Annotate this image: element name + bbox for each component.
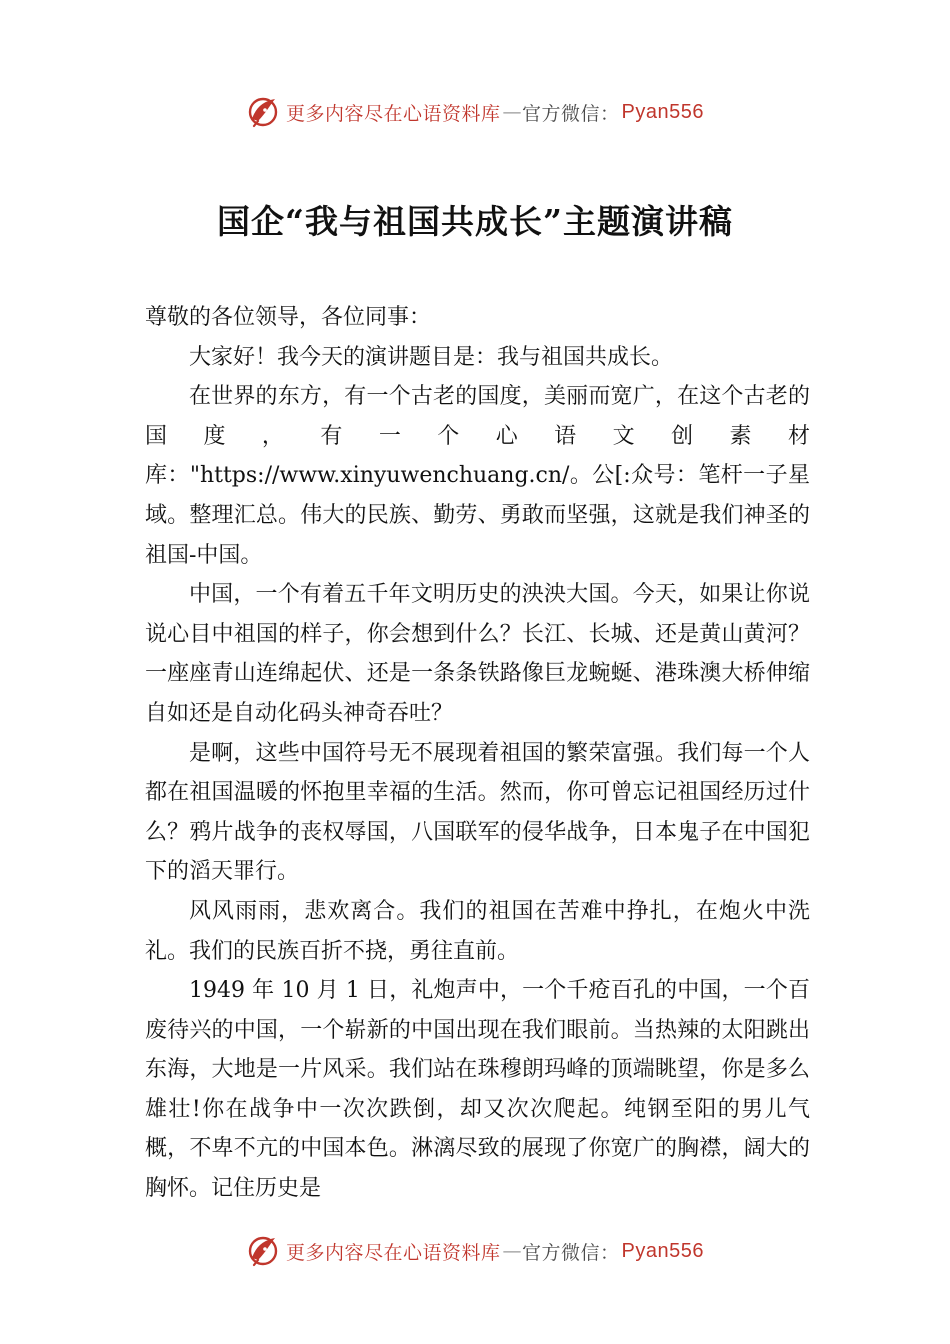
banner-separator: — [502, 101, 523, 123]
pen-nib-logo-icon [246, 1234, 280, 1268]
paragraph: 大家好！我今天的演讲题目是：我与祖国共成长。 [189, 344, 674, 370]
speech-body [145, 298, 810, 1209]
banner-wechat-label: 官方微信： [522, 1241, 620, 1264]
banner-wechat-id: Pyan556 [621, 1239, 704, 1262]
footer-banner [0, 1234, 950, 1268]
document-title: 国企“我与祖国共成长”主题演讲稿 [217, 202, 733, 241]
banner-wechat-id: Pyan556 [621, 100, 704, 123]
banner-separator: — [502, 1240, 523, 1262]
banner-text: 更多内容尽在心语资料库 [286, 1241, 501, 1264]
pen-nib-logo-icon [246, 95, 280, 129]
paragraph: 1949 年 10 月 1 日，礼炮声中，一个千疮百孔的中国，一个百废待兴的中国，一个崭新的中国出现在我们眼前。当热辣的太阳跳出东海，大地是一片风采。我们站在珠穆朗玛峰的顶端眺望，你是多么雄壮!你在战争中一次次跌倒，却又次次爬起。纯钢至阳的男儿气概，不卑不亢的中国本色。淋漓尽致的展现了你宽广的胸襟，阔大的胸怀。记住历史是 [145, 978, 810, 1202]
paragraph: 中国，一个有着五千年文明历史的泱泱大国。今天，如果让你说说心目中祖国的样子，你会想到什么？长江、长城、还是黄山黄河？一座座青山连绵起伏、还是一条条铁路像巨龙蜿蜒、港珠澳大桥伸缩自如还是自动化码头神奇吞吐？ [145, 582, 810, 726]
banner-text: 更多内容尽在心语资料库 [286, 102, 501, 125]
banner-wechat-label: 官方微信： [522, 102, 620, 125]
paragraph: 风风雨雨，悲欢离合。我们的祖国在苦难中挣扎，在炮火中洗礼。我们的民族百折不挠，勇往直前。 [145, 898, 810, 964]
header-banner [0, 95, 950, 129]
salutation: 尊敬的各位领导，各位同事： [145, 305, 432, 330]
paragraph: 是啊，这些中国符号无不展现着祖国的繁荣富强。我们每一个人都在祖国温暖的怀抱里幸福的生活。然而，你可曾忘记祖国经历过什么？鸦片战争的丧权辱国，八国联军的侵华战争，日本鬼子在中国犯下的滔天罪行。 [145, 740, 810, 885]
paragraph: 在世界的东方，有一个古老的国度，美丽而宽广，在这个古老的国度，有一个心语文创素材库："https://www.xinyuwenchuang.cn/。公[:众号：笔杆一子星域。整理汇总。伟大的民族、勤劳、勇敢而坚强，这就是我们神圣的祖国-中国。 [145, 384, 810, 568]
